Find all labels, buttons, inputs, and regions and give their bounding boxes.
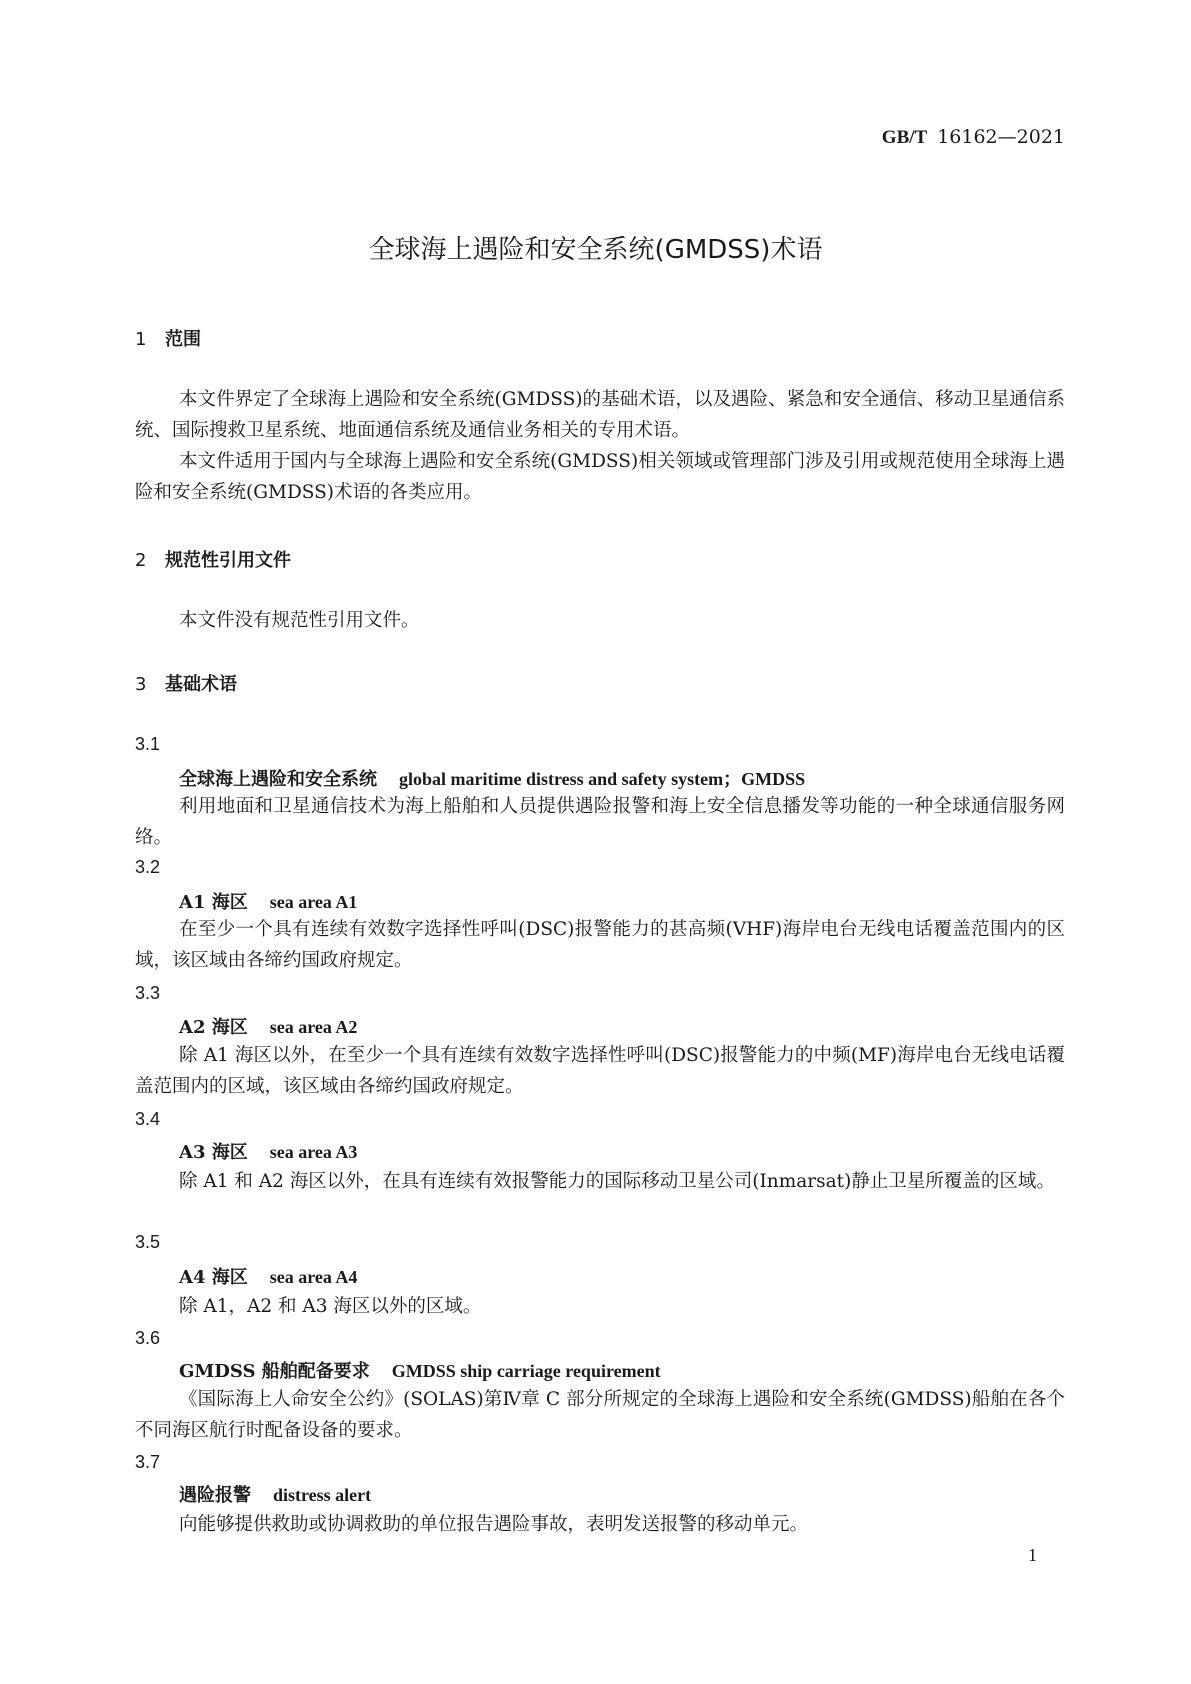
term-en: sea area A2 — [269, 1017, 358, 1037]
section-number: 3 — [135, 674, 147, 695]
term-zh: 遇险报警 — [179, 1485, 251, 1506]
term-definition: 利用地面和卫星通信技术为海上船舶和人员提供遇险报警和海上安全信息播发等功能的一种全球通信服务网络。 — [135, 796, 1065, 848]
term-number: 3.7 — [135, 1452, 161, 1472]
term-en: sea area A4 — [269, 1267, 358, 1287]
term-en: distress alert — [273, 1485, 372, 1505]
term-number: 3.4 — [135, 1109, 161, 1129]
term-heading — [179, 1138, 357, 1164]
standard-number: 16162—2021 — [937, 126, 1065, 148]
section-number: 1 — [135, 329, 147, 350]
section-heading — [135, 670, 237, 696]
document-code — [882, 126, 1065, 149]
section-heading — [135, 325, 201, 351]
term-en: global maritime distress and safety system；GMDSS — [399, 769, 806, 789]
page-title: 全球海上遇险和安全系统(GMDSS)术语 — [368, 235, 823, 265]
term-number: 3.1 — [135, 734, 161, 754]
term-definition: 除 A1 和 A2 海区以外，在具有连续有效报警能力的国际移动卫星公司(Inmarsat)静止卫星所覆盖的区域。 — [179, 1171, 1055, 1192]
term-zh: GMDSS 船舶配备要求 — [179, 1361, 370, 1382]
paragraph: 本文件适用于国内与全球海上遇险和安全系统(GMDSS)相关领域或管理部门涉及引用或规范使用全球海上遇险和安全系统(GMDSS)术语的各类应用。 — [135, 451, 1065, 503]
term-number: 3.2 — [135, 857, 161, 877]
term-definition: 在至少一个具有连续有效数字选择性呼叫(DSC)报警能力的甚高频(VHF)海岸电台无线电话覆盖范围内的区域，该区域由各缔约国政府规定。 — [135, 919, 1065, 971]
term-heading — [179, 765, 805, 791]
term-heading — [179, 1481, 371, 1507]
term-heading — [179, 888, 357, 914]
term-zh: A3 海区 — [179, 1142, 248, 1163]
term-heading — [179, 1013, 357, 1039]
term-zh: A4 海区 — [179, 1267, 248, 1288]
standard-prefix: GB/T — [881, 127, 928, 148]
section-title: 规范性引用文件 — [165, 550, 291, 571]
paragraph: 本文件界定了全球海上遇险和安全系统(GMDSS)的基础术语，以及遇险、紧急和安全通信、移动卫星通信系统、国际搜救卫星系统、地面通信系统及通信业务相关的专用术语。 — [135, 389, 1065, 441]
section-heading — [135, 546, 291, 572]
term-number: 3.3 — [135, 983, 161, 1003]
term-en: sea area A3 — [269, 1142, 358, 1162]
term-number: 3.5 — [135, 1232, 161, 1252]
paragraph: 本文件没有规范性引用文件。 — [179, 610, 420, 631]
term-definition: 除 A1 海区以外，在至少一个具有连续有效数字选择性呼叫(DSC)报警能力的中频(MF)海岸电台无线电话覆盖范围内的区域，该区域由各缔约国政府规定。 — [135, 1045, 1065, 1097]
section-number: 2 — [135, 550, 147, 571]
term-en: GMDSS ship carriage requirement — [391, 1361, 661, 1381]
term-heading — [179, 1357, 661, 1383]
section-title: 范围 — [165, 329, 201, 350]
term-number: 3.6 — [135, 1328, 161, 1348]
term-heading — [179, 1263, 357, 1289]
term-en: sea area A1 — [269, 892, 358, 912]
page-number: 1 — [1028, 1545, 1037, 1565]
term-definition: 向能够提供救助或协调救助的单位报告遇险事故，表明发送报警的移动单元。 — [179, 1514, 809, 1535]
section-title: 基础术语 — [165, 674, 237, 695]
term-definition: 除 A1，A2 和 A3 海区以外的区域。 — [179, 1296, 482, 1317]
term-zh: A2 海区 — [179, 1017, 248, 1038]
term-zh: 全球海上遇险和安全系统 — [179, 769, 377, 790]
term-definition: 《国际海上人命安全公约》(SOLAS)第Ⅳ章 C 部分所规定的全球海上遇险和安全系统(GMDSS)船舶在各个不同海区航行时配备设备的要求。 — [135, 1389, 1065, 1441]
term-zh: A1 海区 — [179, 892, 248, 913]
